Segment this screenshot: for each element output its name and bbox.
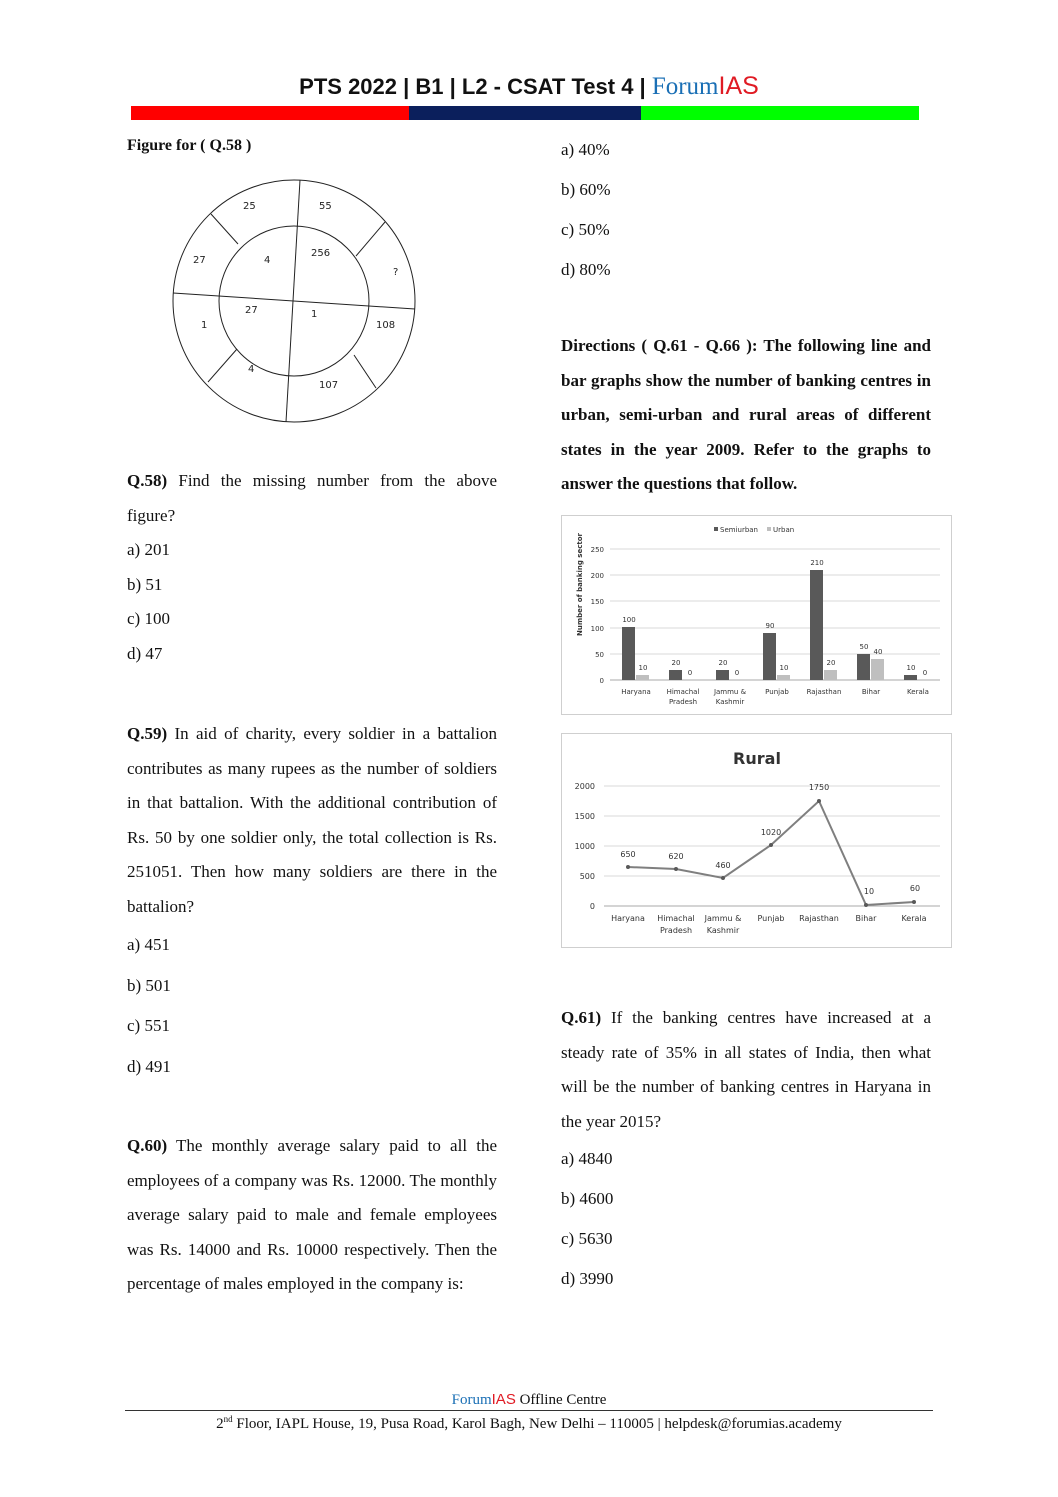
svg-text:1500: 1500 — [574, 812, 595, 821]
q59-option-c[interactable]: c) 551 — [127, 1016, 170, 1035]
svg-text:60: 60 — [909, 884, 921, 893]
q58-option-c[interactable]: c) 100 — [127, 609, 170, 628]
svg-text:Himachal: Himachal — [657, 914, 695, 923]
q60-text — [127, 1129, 497, 1302]
svg-text:1020: 1020 — [760, 828, 782, 837]
svg-text:90: 90 — [765, 622, 775, 630]
svg-text:0: 0 — [734, 669, 740, 677]
q61-number: Q.61) — [561, 1008, 602, 1027]
question-59 — [127, 717, 497, 1084]
footer-centre: Offline Centre — [515, 1392, 607, 1408]
y-ticks — [575, 782, 595, 911]
outer-value: 25 — [243, 201, 256, 212]
svg-text:Semiurban: Semiurban — [720, 526, 758, 534]
svg-text:500: 500 — [579, 872, 595, 881]
svg-text:0: 0 — [922, 669, 928, 677]
q60-option-a[interactable]: a) 40% — [561, 140, 610, 159]
svg-text:Jammu &: Jammu & — [713, 688, 747, 696]
svg-text:150: 150 — [590, 598, 604, 606]
svg-text:Pradesh: Pradesh — [668, 698, 698, 706]
q58-number: Q.58) — [127, 471, 168, 490]
q60-body: The monthly average salary paid to all the employees of a company was Rs. 12000. The monthly average salary paid to male and female employees was Rs. 14000 and Rs. 10000 respectively. Then the percentage of males employed in the company is: — [127, 1136, 497, 1293]
svg-text:650: 650 — [620, 850, 636, 859]
svg-text:Bihar: Bihar — [861, 688, 881, 696]
inner-value: 1 — [311, 309, 318, 320]
directions — [561, 329, 931, 502]
svg-text:Jammu &: Jammu & — [704, 914, 742, 923]
outer-value: 4 — [248, 364, 255, 375]
question-61 — [561, 1001, 931, 1299]
svg-text:10: 10 — [906, 664, 916, 672]
q58-body: Find the missing number from the above figure? — [127, 471, 497, 525]
svg-text:Kashmir: Kashmir — [706, 926, 740, 935]
q58-option-b[interactable]: b) 51 — [127, 574, 163, 594]
right-column — [561, 130, 931, 290]
outer-value: ? — [393, 267, 399, 278]
y-ticks — [591, 546, 604, 685]
svg-text:Punjab: Punjab — [765, 688, 789, 696]
svg-text:0: 0 — [687, 669, 693, 677]
circle-figure — [171, 178, 417, 424]
svg-text:250: 250 — [590, 546, 604, 554]
svg-text:Kerala: Kerala — [901, 914, 927, 923]
bar-chart — [561, 515, 952, 715]
outer-value: 27 — [193, 255, 206, 266]
svg-text:40: 40 — [873, 648, 883, 656]
q61-option-d[interactable]: d) 3990 — [561, 1269, 614, 1288]
inner-value: 256 — [311, 248, 331, 259]
chart-title: Rural — [733, 749, 781, 768]
svg-text:Haryana: Haryana — [621, 688, 651, 696]
q61-text — [561, 1001, 931, 1139]
q58-text — [127, 464, 497, 533]
q60-option-b[interactable]: b) 60% — [561, 180, 611, 199]
outer-value: 108 — [376, 320, 396, 331]
svg-text:620: 620 — [668, 852, 684, 861]
svg-text:Bihar: Bihar — [855, 914, 877, 923]
brand-forum: Forum — [651, 73, 719, 100]
footer-brand-ias: IAS — [491, 1391, 516, 1408]
header-color-bar — [131, 106, 919, 120]
chart-legend — [714, 526, 794, 534]
q59-option-a[interactable]: a) 451 — [127, 935, 170, 954]
outer-value: 107 — [319, 380, 339, 391]
y-axis-label: Number of banking sector — [576, 533, 584, 636]
svg-text:460: 460 — [715, 861, 731, 870]
inner-value: 27 — [245, 305, 258, 316]
q59-option-b[interactable]: b) 501 — [127, 975, 171, 995]
footer-divider — [125, 1410, 933, 1411]
page-header-title — [0, 72, 1058, 101]
svg-text:Pradesh: Pradesh — [659, 926, 693, 935]
svg-text:10: 10 — [638, 664, 648, 672]
svg-text:Kerala: Kerala — [907, 688, 929, 696]
line-chart — [561, 733, 952, 948]
q59-body: In aid of charity, every soldier in a battalion contributes as many rupees as the number of soldiers in that battalion. With the additional contribution of Rs. 50 by one soldier only, the total collection is Rs. 251051. Then how many soldiers are there in the battalion? — [127, 724, 497, 916]
svg-text:2000: 2000 — [574, 782, 595, 791]
svg-text:20: 20 — [671, 659, 681, 667]
svg-text:100: 100 — [622, 616, 636, 624]
footer-address-text: Floor, IAPL House, 19, Pusa Road, Karol Bagh, New Delhi – 110005 | helpdesk@forumias.academy — [232, 1416, 842, 1432]
svg-text:Urban: Urban — [773, 526, 795, 534]
directions-text: Directions ( Q.61 - Q.66 ): The following line and bar graphs show the number of banking centres in urban, semi-urban and rural areas of different states in the year 2009. Refer to the graphs to answer the questions that follow. — [561, 336, 931, 493]
line-data-labels — [620, 783, 920, 896]
q60-option-c[interactable]: c) 50% — [561, 220, 610, 239]
outer-value: 55 — [319, 201, 332, 212]
svg-text:50: 50 — [595, 651, 604, 659]
question-58 — [127, 464, 497, 671]
svg-text:Rajasthan: Rajasthan — [806, 688, 842, 696]
left-column — [127, 134, 497, 158]
q59-option-d[interactable]: d) 491 — [127, 1056, 171, 1076]
svg-text:20: 20 — [826, 659, 836, 667]
header-title-text: PTS 2022 | B1 | L2 - CSAT Test 4 | — [299, 74, 652, 99]
q59-text — [127, 717, 497, 924]
svg-text:10: 10 — [863, 887, 875, 896]
bar-green — [641, 106, 919, 120]
svg-text:0: 0 — [599, 677, 604, 685]
svg-text:210: 210 — [810, 559, 824, 567]
footer-brand — [0, 1391, 1058, 1409]
footer-address: 2nd Floor, IAPL House, 19, Pusa Road, Karol Bagh, New Delhi – 110005 | helpdesk@forumias.academy — [216, 1414, 842, 1432]
outer-value: 1 — [201, 320, 208, 331]
svg-text:Himachal: Himachal — [666, 688, 700, 696]
svg-text:200: 200 — [590, 572, 604, 580]
bar-navy — [409, 106, 641, 120]
inner-value: 4 — [264, 255, 271, 266]
bar-red — [131, 106, 409, 120]
brand-ias: IAS — [718, 72, 759, 100]
svg-text:Punjab: Punjab — [757, 914, 785, 923]
q60-option-d[interactable]: d) 80% — [561, 260, 611, 279]
svg-text:50: 50 — [859, 643, 869, 651]
q58-option-d[interactable]: d) 47 — [127, 643, 163, 663]
svg-text:0: 0 — [589, 902, 595, 911]
q61-body: If the banking centres have increased at a steady rate of 35% in all states of India, then what will be the number of banking centres in Haryana in the year 2015? — [561, 1008, 931, 1131]
svg-text:Kashmir: Kashmir — [715, 698, 745, 706]
q59-number: Q.59) — [127, 724, 168, 743]
footer-brand-forum: Forum — [451, 1392, 492, 1408]
svg-text:100: 100 — [590, 625, 604, 633]
svg-text:10: 10 — [779, 664, 789, 672]
x-ticks — [621, 688, 929, 706]
question-60 — [127, 1129, 497, 1302]
q61-option-c[interactable]: c) 5630 — [561, 1229, 613, 1248]
svg-text:1000: 1000 — [574, 842, 595, 851]
q61-option-a[interactable]: a) 4840 — [561, 1149, 613, 1168]
x-ticks — [611, 914, 927, 935]
q60-number: Q.60) — [127, 1136, 168, 1155]
figure-label: Figure for ( Q.58 ) — [127, 137, 252, 154]
svg-text:1750: 1750 — [808, 783, 830, 792]
svg-text:Rajasthan: Rajasthan — [799, 914, 839, 923]
q61-option-b[interactable]: b) 4600 — [561, 1189, 614, 1208]
q58-option-a[interactable]: a) 201 — [127, 540, 170, 559]
svg-text:Haryana: Haryana — [611, 914, 645, 923]
svg-text:20: 20 — [718, 659, 728, 667]
